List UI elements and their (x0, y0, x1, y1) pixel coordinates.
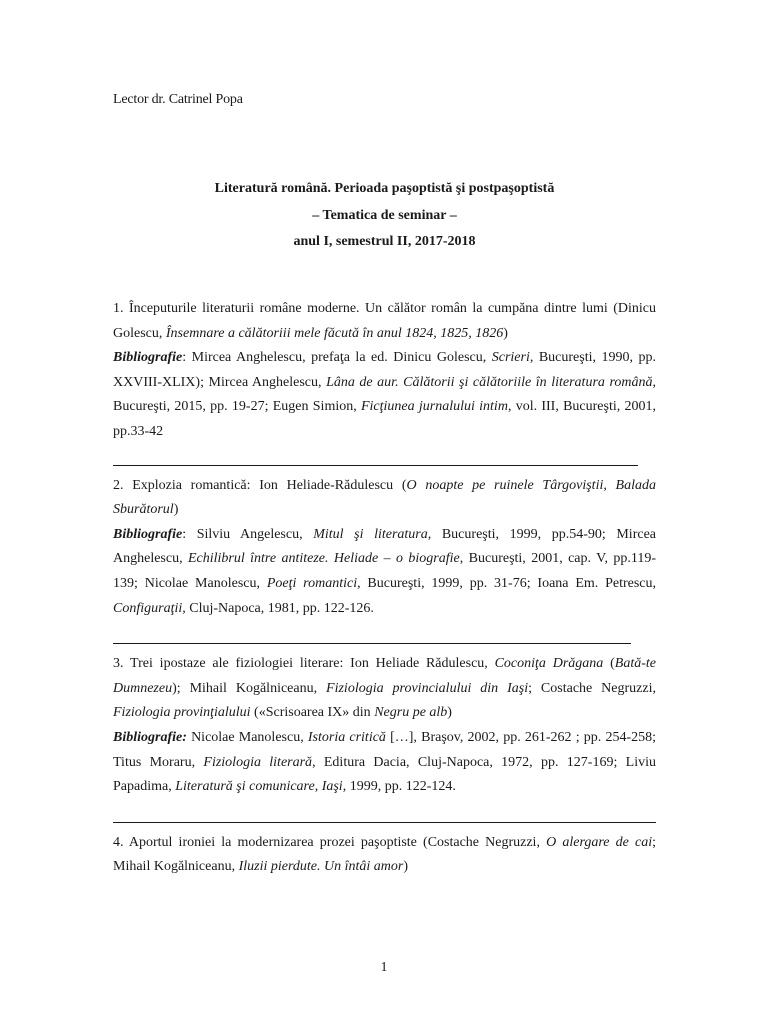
bibliography-label: Bibliografie: (113, 729, 187, 745)
seminar-topics (113, 297, 656, 880)
topic-4-title: 4. Aportul ironiei la modernizarea prozei paşoptiste (Costache Negruzzi, O alergare de cai; Mihail Kogălniceanu, Iluzii pierdute. Un întâi amor) (113, 834, 656, 875)
topic-3-title: 3. Trei ipostaze ale fiziologiei literare: Ion Heliade Rădulescu, Coconiţa Drăgana (Bată-te Dumnezeu); Mihail Kogălniceanu, Fiziologia provincialului din Iaşi; Costache Negruzzi, Fiziologia provinţialului («Scrisoarea IX» din Negru pe alb) (113, 656, 656, 721)
topic-2-title: 2. Explozia romantică: Ion Heliade-Rădulescu (O noapte pe ruinele Târgoviştii, Balada Sburătorul) (113, 477, 656, 518)
section-divider (113, 822, 656, 823)
topic-1-bibliography: Bibliografie: Mircea Anghelescu, prefaţa la ed. Dinicu Golescu, Scrieri, Bucureşti, 1990, pp. XXVIII-XLIX); Mircea Anghelescu, Lâna de aur. Călătorii şi călătoriile în literatura română, Bucureşti, 2015, pp. 19-27; Eugen Simion, Ficţiunea jurnalului intim, vol. III, Bucureşti, 2001, pp.33-42 (113, 350, 656, 439)
topic-1-title: 1. Începuturile literaturii române moderne. Un călător român la cumpăna dintre lumi (Dinicu Golescu, Însemnare a călătoriii mele făcută în anul 1824, 1825, 1826) (113, 301, 656, 341)
topic-2-bibliography: Bibliografie: Silviu Angelescu, Mitul şi literatura, Bucureşti, 1999, pp.54-90; Mircea Anghelescu, Echilibrul între antiteze. Heliade – o biografie, Bucureşti, 2001, cap. V, pp.119-139; Nicolae Manolescu, Poeţi romantici, Bucureşti, 1999, pp. 31-76; Ioana Em. Petrescu, Configuraţii, Cluj-Napoca, 1981, pp. 122-126. (113, 526, 657, 616)
seminar-subtitle: – Tematica de seminar – (312, 207, 457, 223)
year-semester: anul I, semestrul II, 2017-2018 (293, 234, 476, 249)
topic-3-bibliography: Bibliografie: Nicolae Manolescu, Istoria critică […], Braşov, 2002, pp. 261-262 ; pp. 254-258; Titus Moraru, Fiziologia literară, Editura Dacia, Cluj-Napoca, 1972, pp. 127-169; Liviu Papadima, Literatură şi comunicare, Iaşi, 1999, pp. 122-124. (113, 729, 657, 795)
section-divider (113, 643, 631, 644)
topic-section-4 (113, 831, 656, 880)
section-divider (113, 465, 638, 466)
bibliography-label: Bibliografie (113, 526, 183, 542)
course-title: Literatură română. Perioada paşoptistă şi postpaşoptistă (214, 181, 555, 196)
author-line: Lector dr. Catrinel Popa (113, 92, 243, 107)
title-block (113, 176, 656, 256)
topic-section-1 (113, 297, 656, 445)
page-number: 1 (380, 960, 388, 975)
topic-section-2 (113, 474, 656, 622)
topic-section-3 (113, 652, 656, 800)
bibliography-label: Bibliografie (113, 350, 183, 366)
